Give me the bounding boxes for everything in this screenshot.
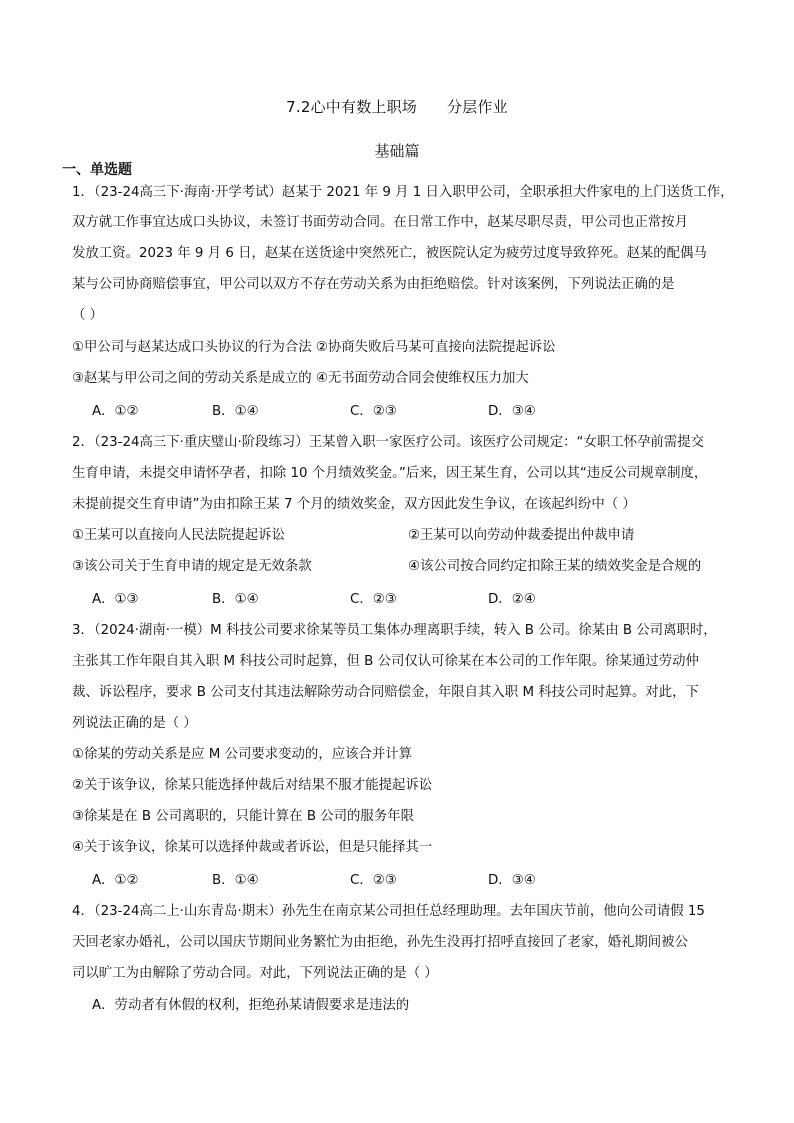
q3-statement: ①徐某的劳动关系是应 M 公司要求变动的，应该合并计算 [72, 747, 413, 762]
section-heading: 一、单选题 [62, 162, 132, 178]
q3-option-b[interactable]: B．①④ [212, 873, 259, 888]
q2-statement: ④该公司按合同约定扣除王某的绩效奖金是合规的 [408, 559, 702, 574]
q3-option-a[interactable]: A．①② [92, 873, 139, 888]
q3-statement: ③徐某是在 B 公司离职的，只能计算在 B 公司的服务年限 [72, 809, 414, 824]
q1-answer-blank: （ ） [72, 308, 104, 323]
q1-option-b[interactable]: B．①④ [212, 404, 259, 419]
q3-option-d[interactable]: D．③④ [488, 873, 536, 888]
title-sub: 分层作业 [447, 98, 508, 116]
q4-line: 司以旷工为由解除了劳动合同。对此，下列说法正确的是（ ） [72, 966, 438, 981]
q2-statement: ②王某可以向劳动仲裁委提出仲裁申请 [408, 528, 635, 543]
q1-statements: ①甲公司与赵某达成口头协议的行为合法 ②协商失败后马某可直接向法院提起诉讼 [72, 340, 556, 355]
q1-line: 双方就工作事宜达成口头协议，未签订书面劳动合同。在日常工作中，赵某尽职尽责，甲公司也正常按月 [72, 215, 688, 230]
q3-line: 3．（2024·湖南·一模）M 科技公司要求徐某等员工集体办理离职手续，转入 B 公司。徐某由 B 公司离职时， [72, 623, 717, 638]
q3-line: 主张其工作年限自其入职 M 科技公司时起算，但 B 公司仅认可徐某在本公司的工作年限。徐某通过劳动仲 [72, 654, 699, 669]
q4-line: 4．（23-24高二上·山东青岛·期末）孙先生在南京某公司担任总经理助理。去年国庆节前，他向公司请假 15 [72, 904, 705, 919]
q4-option-a[interactable]: A．劳动者有休假的权利，拒绝孙某请假要求是违法的 [92, 998, 410, 1013]
q1-line: 1．（23-24高三下·海南·开学考试）赵某于 2021 年 9 月 1 日入职甲公司，全职承担大件家电的上门送货工作， [72, 185, 734, 200]
q4-line: 天回老家办婚礼，公司以国庆节期间业务繁忙为由拒绝，孙先生没再打招呼直接回了老家，婚礼期间被公 [72, 935, 688, 950]
q2-statement: ①王某可以直接向人民法院提起诉讼 [72, 528, 285, 543]
q2-line: 2．（23-24高三下·重庆璧山·阶段练习）王某曾入职一家医疗公司。该医疗公司规定：“女职工怀孕前需提交 [72, 435, 704, 450]
q2-line: 生育申请，未提交申请怀孕者，扣除 10 个月绩效奖金。”后来，因王某生育，公司以其“违反公司规章制度， [72, 466, 708, 481]
q1-statements: ③赵某与甲公司之间的劳动关系是成立的 ④无书面劳动合同会使维权压力加大 [72, 371, 529, 386]
level-heading: 基础篇 [374, 142, 420, 160]
q2-option-a[interactable]: A．①③ [92, 592, 139, 607]
q2-option-d[interactable]: D．②④ [488, 592, 536, 607]
page-title [0, 96, 794, 118]
q2-line: 未提前提交生育申请”为由扣除王某 7 个月的绩效奖金，双方因此发生争议，在该起纠纷中（ ） [72, 497, 636, 512]
q1-option-c[interactable]: C．②③ [350, 404, 397, 419]
q1-line: 某与公司协商赔偿事宜，甲公司以双方不存在劳动关系为由拒绝赔偿。针对该案例，下列说法正确的是 [72, 277, 675, 292]
q1-option-d[interactable]: D．③④ [488, 404, 536, 419]
q1-option-a[interactable]: A．①② [92, 404, 139, 419]
q2-statement: ③该公司关于生育申请的规定是无效条款 [72, 559, 312, 574]
q3-line: 裁、诉讼程序，要求 B 公司支付其违法解除劳动合同赔偿金，年限自其入职 M 科技公司时起算。对此，下 [72, 685, 699, 700]
title-main: 7.2心中有数上职场 [286, 98, 418, 116]
q3-line: 列说法正确的是（ ） [72, 716, 197, 731]
q2-option-c[interactable]: C．②③ [350, 592, 397, 607]
q3-option-c[interactable]: C．②③ [350, 873, 397, 888]
q3-statement: ④关于该争议，徐某可以选择仲裁或者诉讼，但是只能择其一 [72, 840, 433, 855]
q3-statement: ②关于该争议，徐某只能选择仲裁后对结果不服才能提起诉讼 [72, 778, 433, 793]
q1-line: 发放工资。2023 年 9 月 6 日，赵某在送货途中突然死亡，被医院认定为疲劳过度导致猝死。赵某的配偶马 [72, 246, 707, 261]
q2-option-b[interactable]: B．①④ [212, 592, 259, 607]
